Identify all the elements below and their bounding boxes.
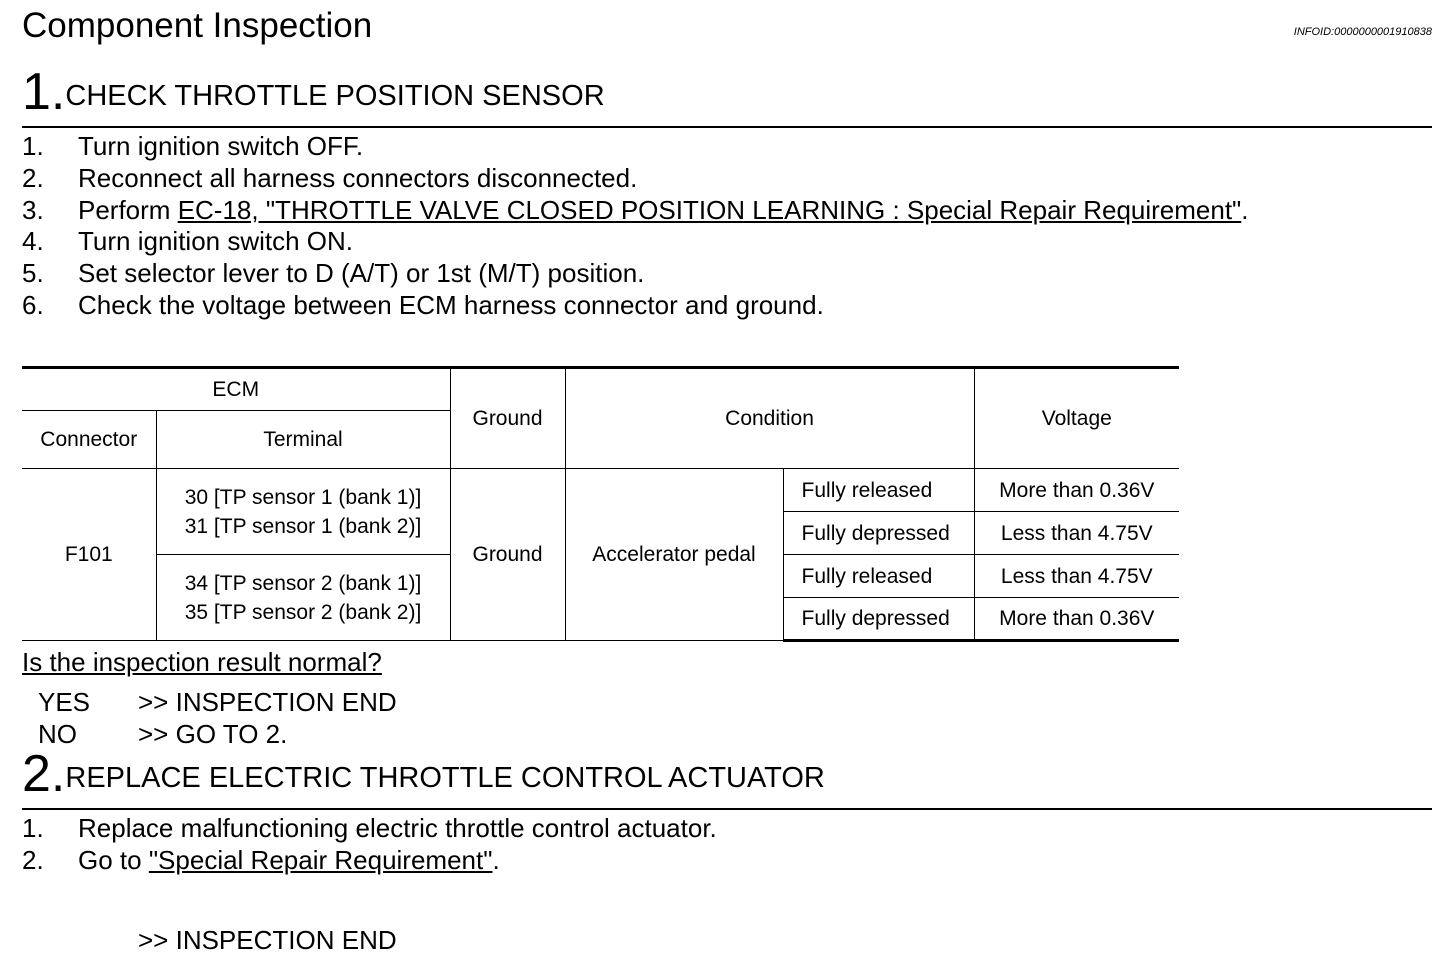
header-connector: Connector (22, 411, 156, 469)
header-voltage: Voltage (974, 368, 1179, 469)
voltage-value: More than 0.36V (974, 598, 1179, 641)
voltage-spec-table (22, 366, 1179, 642)
header-ground: Ground (450, 368, 565, 469)
step-2-number: 2. (22, 745, 66, 803)
step-2-heading (22, 745, 825, 803)
voltage-value: Less than 4.75V (974, 555, 1179, 598)
list-item: 2. Reconnect all harness connectors disconnected. (22, 162, 638, 193)
throttle-valve-learning-link[interactable]: EC-18, "THROTTLE VALVE CLOSED POSITION LEARNING : Special Repair Requirement" (177, 194, 1242, 225)
connector-cell: F101 (22, 469, 156, 641)
list-item: 4. Turn ignition switch ON. (22, 226, 354, 257)
condition-cell: Accelerator pedal (565, 469, 783, 641)
divider-step-2 (22, 808, 1432, 810)
divider-step-1 (22, 126, 1432, 128)
header-condition: Condition (565, 368, 974, 469)
ground-cell: Ground (450, 469, 565, 641)
step-1-heading (22, 63, 605, 121)
condition-state: Fully depressed (783, 512, 974, 555)
condition-state: Fully released (783, 555, 974, 598)
list-item: 2. Go to "Special Repair Requirement". (22, 844, 500, 875)
list-item: 3. Perform EC-18, "THROTTLE VALVE CLOSED POSITION LEARNING : Special Repair Requirement". (22, 194, 1249, 225)
terminal-group-2: 34 [TP sensor 2 (bank 1)] 35 [TP sensor 2 (bank 2)] (156, 555, 450, 641)
info-id: INFOID:0000000001910838 (1293, 26, 1432, 38)
step-2-procedure-list (22, 813, 717, 877)
step-1-number: 1. (22, 63, 66, 121)
header-terminal: Terminal (156, 411, 450, 469)
condition-state: Fully depressed (783, 598, 974, 641)
voltage-value: Less than 4.75V (974, 512, 1179, 555)
header-ecm: ECM (22, 368, 450, 411)
no-action: >> GO TO 2. (138, 719, 288, 749)
list-item: 6. Check the voltage between ECM harness connector and ground. (22, 289, 824, 320)
page-title: Component Inspection (22, 6, 373, 45)
step-1-title: CHECK THROTTLE POSITION SENSOR (65, 80, 605, 112)
yes-action: >> INSPECTION END (138, 687, 397, 717)
list-item: 1. Replace malfunctioning electric throttle control actuator. (22, 813, 717, 843)
step-1-procedure-list (22, 131, 1249, 322)
voltage-value: More than 0.36V (974, 469, 1179, 512)
result-question: Is the inspection result normal? (22, 647, 382, 677)
condition-state: Fully released (783, 469, 974, 512)
list-item: 5. Set selector lever to D (A/T) or 1st (M/T) position. (22, 258, 645, 289)
list-item: 1. Turn ignition switch OFF. (22, 131, 364, 161)
step-2-end: >> INSPECTION END (138, 925, 397, 955)
special-repair-requirement-link[interactable]: "Special Repair Requirement" (148, 844, 493, 875)
terminal-group-1: 30 [TP sensor 1 (bank 1)] 31 [TP sensor 1 (bank 2)] (156, 469, 450, 555)
step-2-title: REPLACE ELECTRIC THROTTLE CONTROL ACTUATOR (65, 762, 825, 794)
